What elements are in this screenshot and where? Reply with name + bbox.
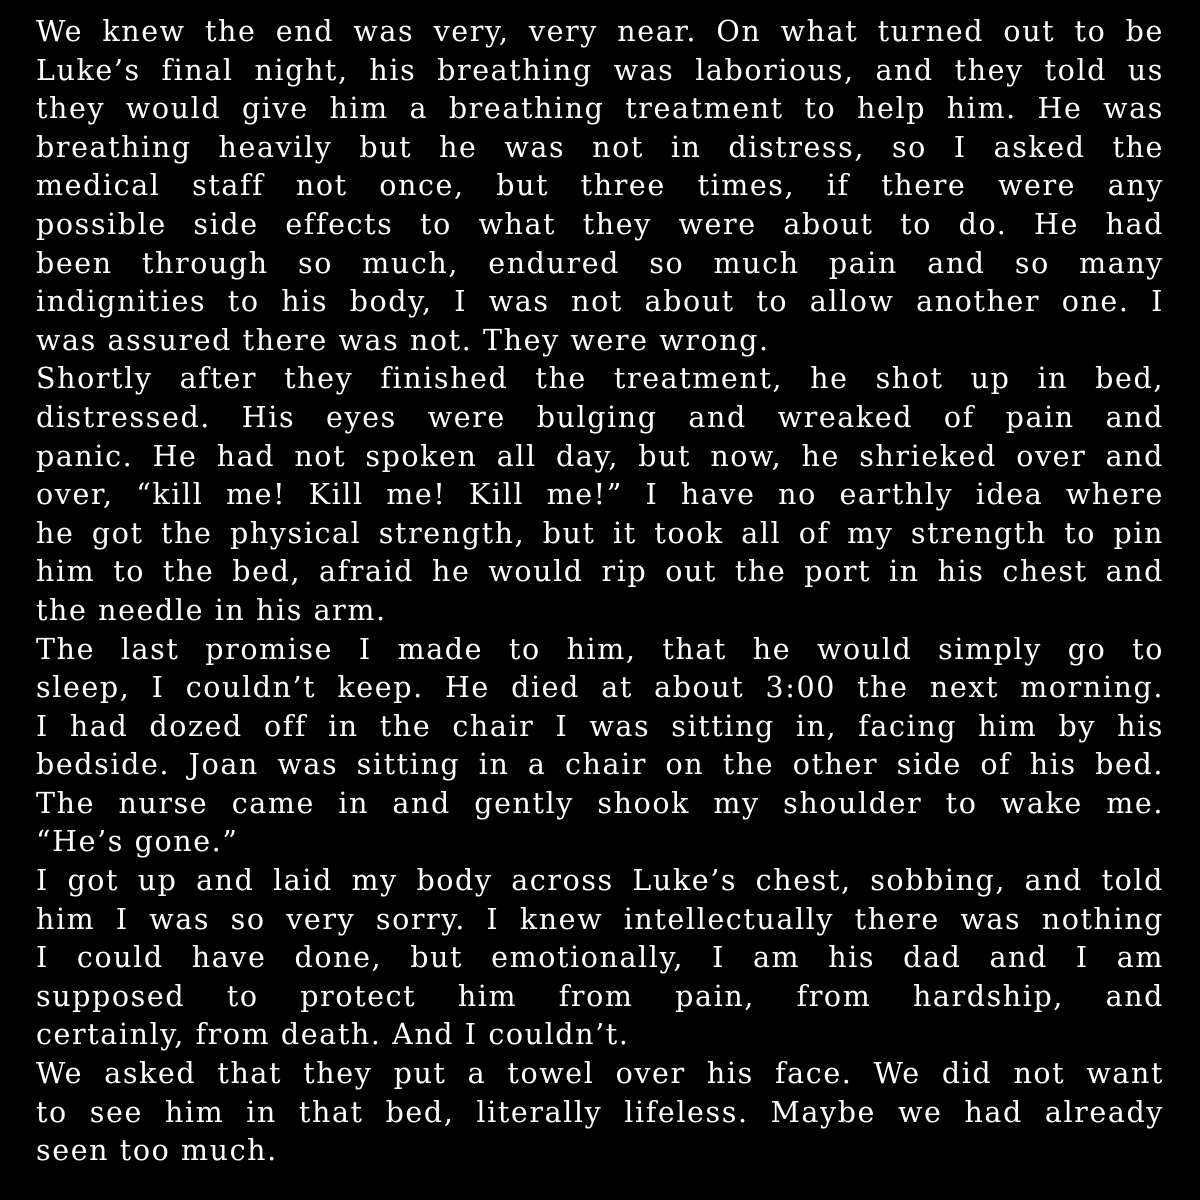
paragraph-3 [36,631,1164,863]
paragraph-line: seen too much. [36,1134,278,1168]
paragraph-line: the needle in his arm. [36,593,387,627]
paragraph-4 [36,862,1164,1055]
paragraph-line: panic. He had not spoken all day, but now, he shrieked over and [36,439,1164,473]
paragraph-line: distressed. His eyes were bulging and wreaked of pain and [36,400,1164,434]
paragraph-line: to see him in that bed, literally lifeless. Maybe we had already [36,1095,1164,1129]
paragraph-line: breathing heavily but he was not in distress, so I asked the [36,130,1164,164]
paragraph-line: supposed to protect him from pain, from hardship, and [36,979,1164,1013]
paragraph-line: possible side effects to what they were about to do. He had [36,207,1164,241]
paragraph-line: him to the bed, afraid he would rip out the port in his chest and [36,555,1164,589]
paragraph-line: We asked that they put a towel over his face. We did not want [36,1057,1164,1091]
paragraph-line: him I was so very sorry. I knew intellectually there was nothing [36,902,1164,936]
paragraph-line: The nurse came in and gently shook my shoulder to wake me. [36,786,1164,820]
paragraph-1 [36,13,1164,360]
paragraph-line: I had dozed off in the chair I was sitting in, facing him by his [36,709,1164,743]
document-page [36,13,1164,1187]
paragraph-line: I got up and laid my body across Luke’s chest, sobbing, and told [36,864,1164,898]
paragraph-line: bedside. Joan was sitting in a chair on the other side of his bed. [36,748,1164,782]
paragraph-line: sleep, I couldn’t keep. He died at about 3:00 the next morning. [36,671,1164,705]
paragraph-line: certainly, from death. And I couldn’t. [36,1018,630,1052]
paragraph-5 [36,1055,1164,1171]
paragraph-line: The last promise I made to him, that he would simply go to [36,632,1164,666]
paragraph-line: was assured there was not. They were wrong. [36,323,770,357]
paragraph-line: Luke’s final night, his breathing was laborious, and they told us [36,53,1164,87]
paragraph-line: indignities to his body, I was not about to allow another one. I [36,285,1164,319]
paragraph-line: over, “kill me! Kill me! Kill me!” I have no earthly idea where [36,478,1164,512]
paragraph-line: Shortly after they finished the treatment, he shot up in bed, [36,362,1164,396]
paragraph-line: I could have done, but emotionally, I am his dad and I am [36,941,1164,975]
paragraph-line: “He’s gone.” [36,825,239,859]
paragraph-2 [36,360,1164,630]
paragraph-line: he got the physical strength, but it took all of my strength to pin [36,516,1164,550]
paragraph-line: been through so much, endured so much pain and so many [36,246,1164,280]
paragraph-line: they would give him a breathing treatment to help him. He was [36,92,1164,126]
paragraph-line: We knew the end was very, very near. On what turned out to be [36,15,1164,48]
paragraph-line: medical staff not once, but three times, if there were any [36,169,1164,203]
